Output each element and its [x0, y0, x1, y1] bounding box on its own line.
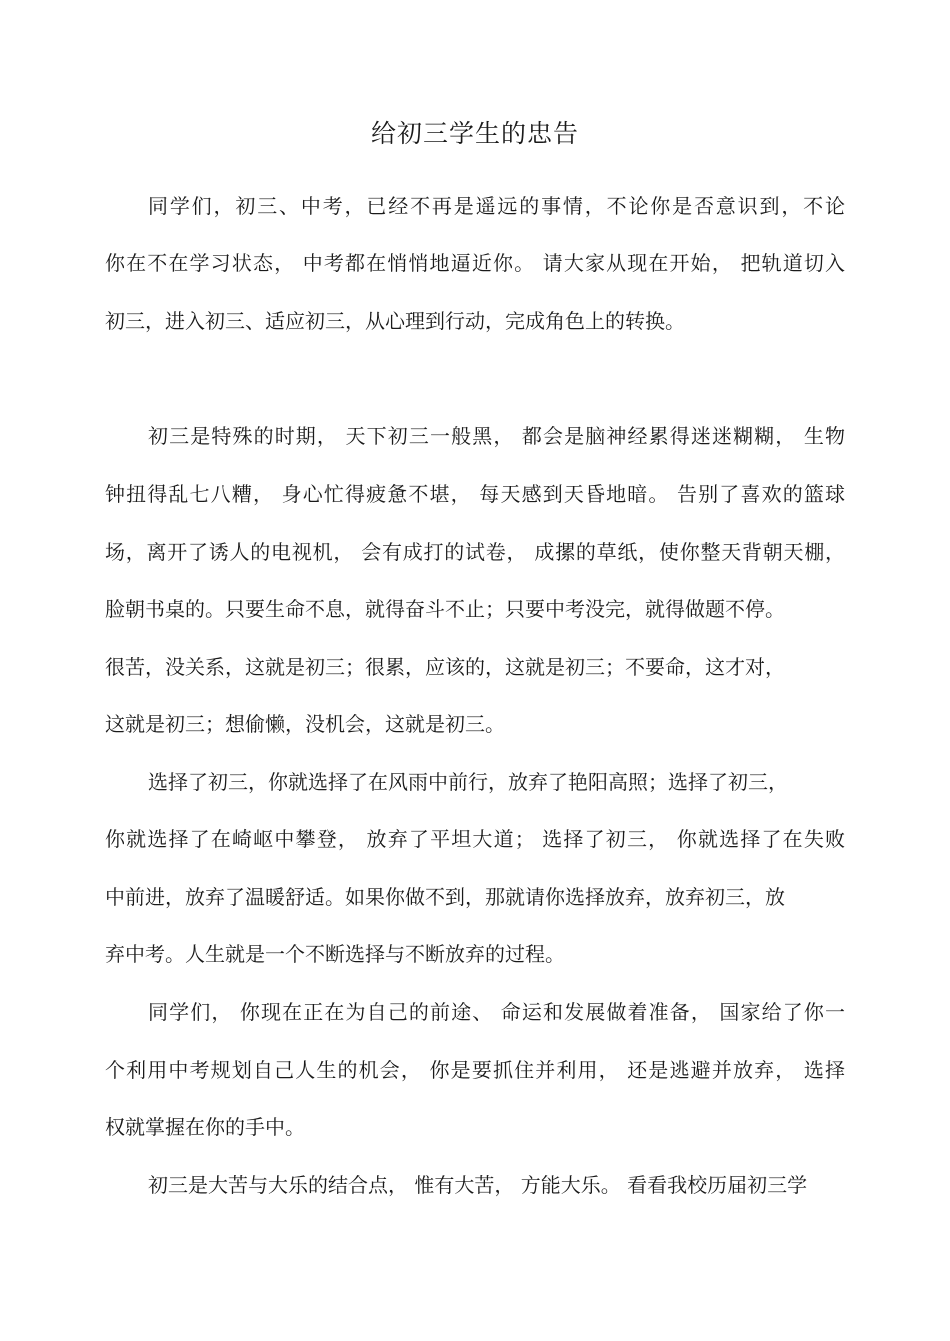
text-line: 弃中考。人生就是一个不断选择与不断放弃的过程。: [105, 942, 565, 966]
text-line: 钟扭得乱七八糟， 身心忙得疲惫不堪， 每天感到天昏地暗。 告别了喜欢的篮球: [105, 482, 845, 506]
text-line: 同学们，初三、中考，已经不再是遥远的事情，不论你是否意识到，不论: [148, 194, 845, 218]
text-line: 同学们， 你现在正在为自己的前途、 命运和发展做着准备， 国家给了你一: [148, 1000, 845, 1024]
text-line: 这就是初三；想偷懒，没机会，这就是初三。: [105, 712, 505, 736]
text-line: 初三是特殊的时期， 天下初三一般黑， 都会是脑神经累得迷迷糊糊， 生物: [148, 424, 845, 448]
text-line: 你就选择了在崎岖中攀登， 放弃了平坦大道； 选择了初三， 你就选择了在失败: [105, 827, 845, 851]
text-line: 你在不在学习状态， 中考都在悄悄地逼近你。 请大家从现在开始， 把轨道切入: [105, 251, 845, 275]
text-line: 场，离开了诱人的电视机， 会有成打的试卷， 成摞的草纸，使你整天背朝天棚，: [105, 540, 845, 564]
text-line: 权就掌握在你的手中。: [105, 1115, 305, 1139]
text-line: 中前进，放弃了温暖舒适。如果你做不到，那就请你选择放弃，放弃初三，放: [105, 885, 785, 909]
document-title: 给初三学生的忠告: [370, 119, 579, 148]
text-line: 很苦，没关系，这就是初三；很累，应该的，这就是初三；不要命，这才对，: [105, 655, 785, 679]
text-line: 初三，进入初三、适应初三，从心理到行动，完成角色上的转换。: [105, 309, 685, 333]
text-line: 脸朝书桌的。只要生命不息，就得奋斗不止；只要中考没完，就得做题不停。: [105, 597, 785, 621]
text-line: 个利用中考规划自己人生的机会， 你是要抓住并利用， 还是逃避并放弃， 选择: [105, 1058, 845, 1082]
text-line: 选择了初三，你就选择了在风雨中前行，放弃了艳阳高照；选择了初三，: [148, 770, 788, 794]
text-line: 初三是大苦与大乐的结合点， 惟有大苦， 方能大乐。 看看我校历届初三学: [148, 1173, 808, 1197]
